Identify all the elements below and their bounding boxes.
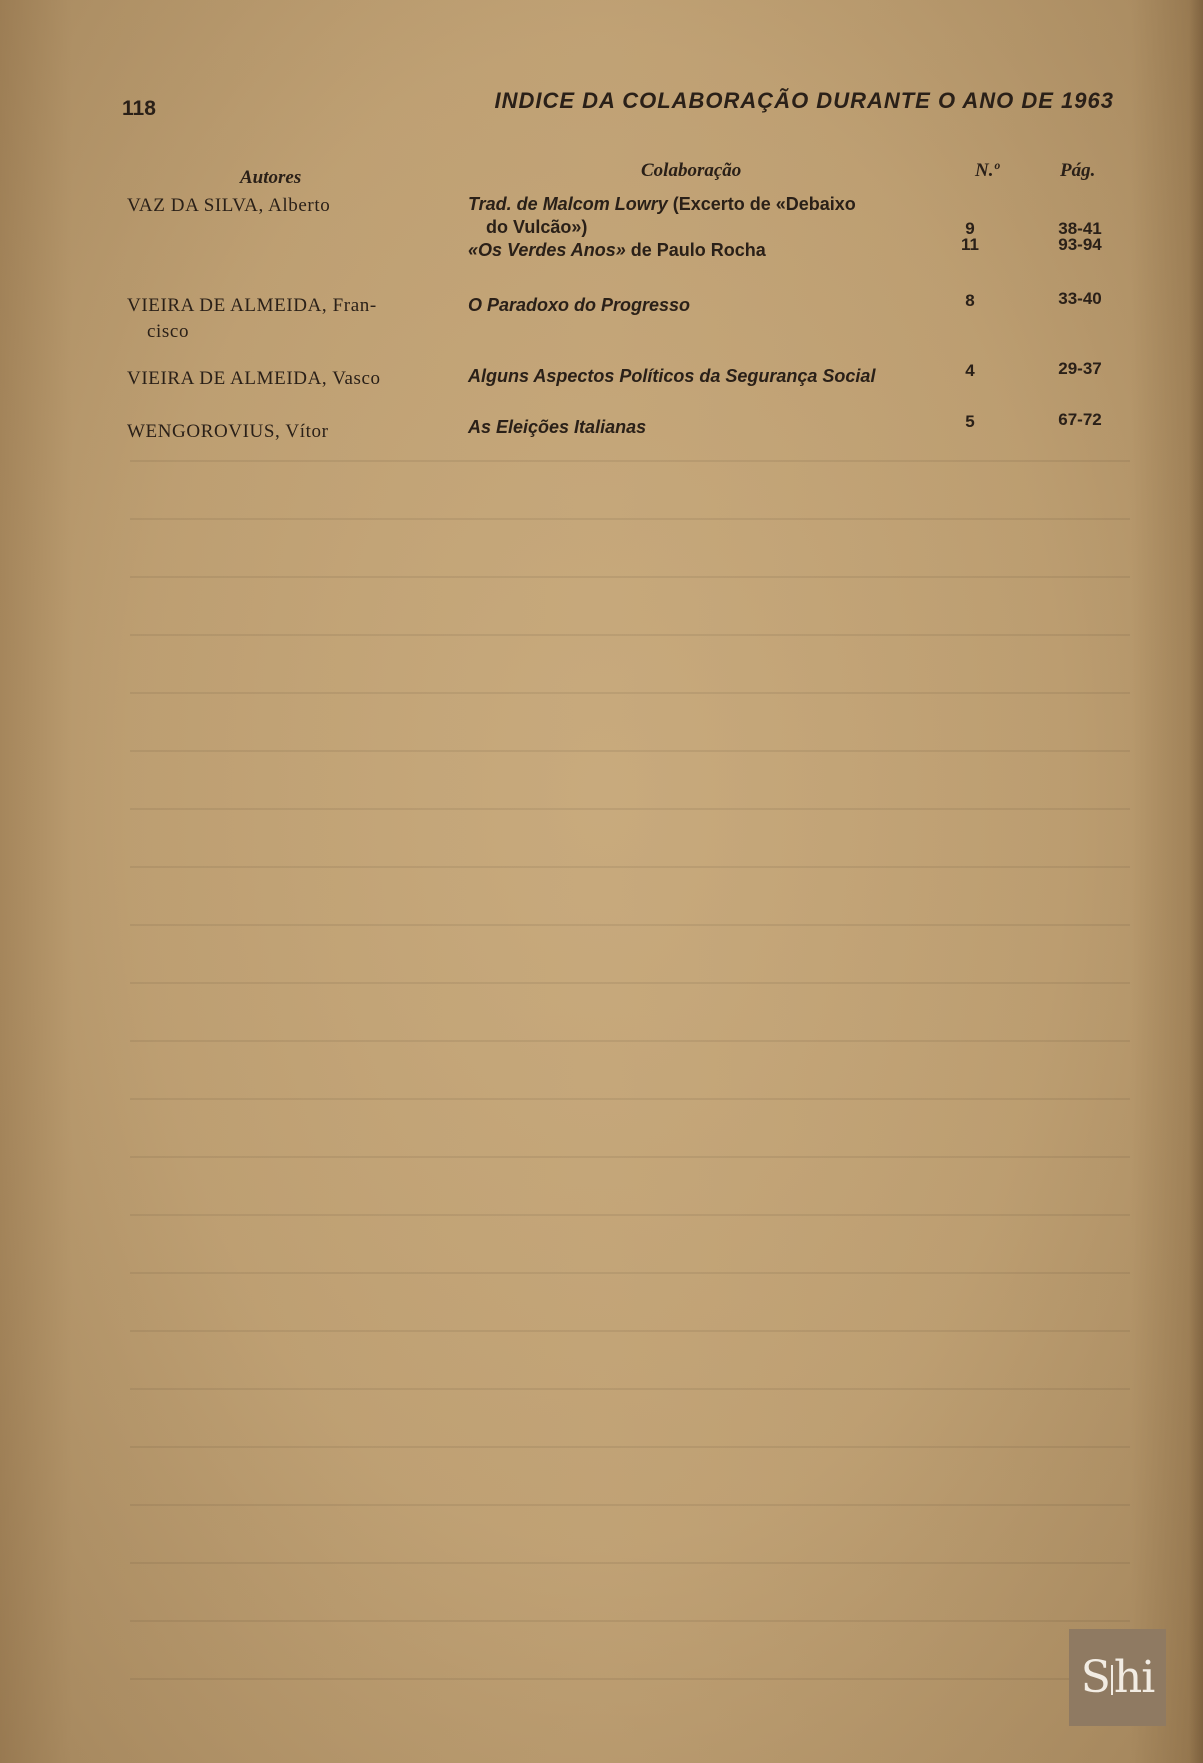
page-header xyxy=(122,88,1114,122)
contribution-title xyxy=(468,294,968,317)
author-line: VIEIRA DE ALMEIDA, Fran- xyxy=(127,295,377,316)
page-range: 33-40 xyxy=(1058,289,1102,308)
contribution-italic: «Os Verdes Anos» xyxy=(468,240,626,260)
running-title: INDICE DA COLABORAÇÃO DURANTE O ANO DE 1963 xyxy=(494,88,1114,113)
author-line-continuation: cisco xyxy=(147,321,190,342)
column-header-contribution: Colaboração xyxy=(641,160,742,181)
contribution-title xyxy=(468,239,968,262)
column-header-number: N.º xyxy=(975,160,1000,181)
show-through-texture xyxy=(130,460,1130,1680)
issue-number: 5 xyxy=(965,412,975,431)
contribution-title xyxy=(468,416,968,439)
author-name xyxy=(127,293,457,345)
library-watermark-logo: Shi xyxy=(1069,1629,1166,1726)
index-entry xyxy=(0,289,1203,353)
column-header-authors: Autores xyxy=(240,167,302,188)
issue-number: 11 xyxy=(961,235,979,254)
contribution-italic: Alguns Aspectos Políticos da Segurança Social xyxy=(468,366,876,386)
column-header-page: Pág. xyxy=(1060,160,1096,181)
contribution-italic: Trad. de Malcom Lowry xyxy=(468,194,668,214)
contribution-text: (Excerto de «Debaixo xyxy=(667,194,856,214)
issue-number: 9 xyxy=(965,219,975,238)
contribution-text: de Paulo Rocha xyxy=(625,240,766,260)
contribution-italic: O Paradoxo do Progresso xyxy=(468,295,691,315)
index-entry xyxy=(0,410,1203,479)
page-range: 29-37 xyxy=(1058,359,1102,378)
page-range: 38-41 xyxy=(1058,219,1102,238)
page-range: 67-72 xyxy=(1058,410,1102,429)
issue-number: 4 xyxy=(965,361,975,380)
contribution-continuation: do Vulcão») xyxy=(486,217,588,237)
page-number: 118 xyxy=(122,97,156,120)
author-name: VAZ DA SILVA, Alberto xyxy=(127,195,331,216)
author-name: VIEIRA DE ALMEIDA, Vasco xyxy=(127,368,381,389)
author-name: WENGOROVIUS, Vítor xyxy=(127,421,329,442)
contribution-italic: As Eleições Italianas xyxy=(468,417,647,437)
issue-number: 8 xyxy=(965,291,975,310)
contribution-title xyxy=(468,365,968,388)
contribution-title xyxy=(468,193,968,239)
page-range: 93-94 xyxy=(1058,235,1102,254)
index-entry-subitem xyxy=(0,235,1203,299)
